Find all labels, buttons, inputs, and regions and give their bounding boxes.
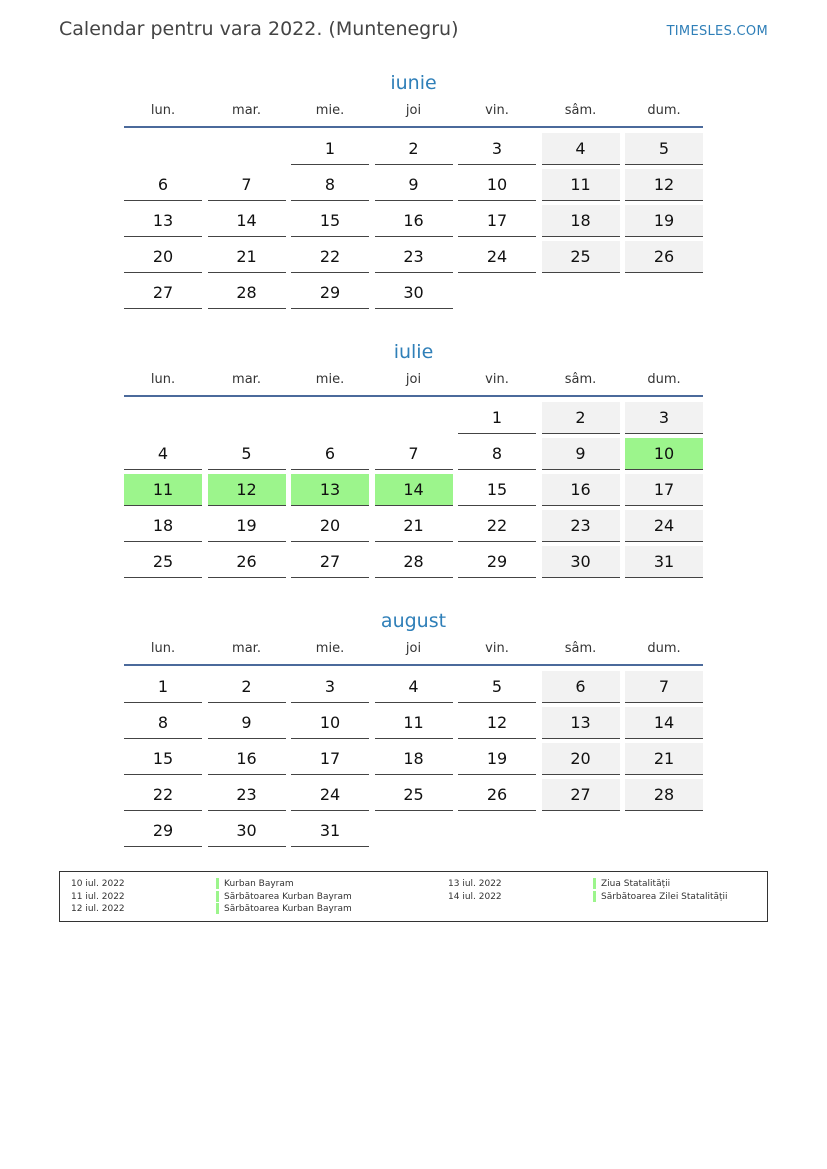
empty-day-cell [124,402,202,434]
day-cell: 17 [291,743,369,775]
day-cell: 26 [625,241,703,273]
week-row [124,779,703,811]
week-row [124,671,703,703]
weekday-label: dum. [647,103,681,118]
day-cell: 14 [625,707,703,739]
day-cell: 26 [208,546,286,578]
day-cell: 14 [208,205,286,237]
week-row [124,474,703,506]
legend-holiday-name: Ziua Statalității [601,879,671,889]
day-cell: 13 [542,707,620,739]
day-cell: 13 [291,474,369,506]
empty-day-cell [375,402,453,434]
weekday-label: sâm. [564,641,597,656]
page-title: Calendar pentru vara 2022. (Muntenegru) [59,18,459,40]
legend-date: 11 iul. 2022 [71,891,125,902]
day-cell: 16 [208,743,286,775]
day-cell: 17 [625,474,703,506]
day-cell: 22 [458,510,536,542]
day-cell: 2 [375,133,453,165]
day-cell: 4 [375,671,453,703]
week-row [124,815,703,847]
month-iulie [124,337,703,582]
day-cell: 6 [542,671,620,703]
weekday-label: mie. [315,641,345,656]
day-cell: 2 [208,671,286,703]
empty-day-cell [625,815,703,847]
day-cell: 16 [375,205,453,237]
weekday-label: mar. [232,372,261,387]
empty-day-cell [542,277,620,309]
day-cell: 10 [625,438,703,470]
day-cell: 23 [208,779,286,811]
day-cell: 6 [291,438,369,470]
day-cell: 24 [291,779,369,811]
week-row [124,169,703,201]
holiday-color-marker [593,891,596,902]
day-cell: 20 [291,510,369,542]
empty-day-cell [625,277,703,309]
day-cell: 29 [291,277,369,309]
empty-day-cell [208,402,286,434]
legend-holiday-name: Sărbătoarea Zilei Statalității [601,891,728,902]
day-cell: 30 [542,546,620,578]
day-cell: 25 [542,241,620,273]
day-cell: 18 [375,743,453,775]
day-cell: 12 [625,169,703,201]
day-cell: 3 [291,671,369,703]
legend-holiday-name: Sărbătoarea Kurban Bayram [224,891,352,902]
day-cell: 31 [625,546,703,578]
day-cell: 8 [124,707,202,739]
day-cell: 22 [124,779,202,811]
legend-date: 12 iul. 2022 [71,904,125,914]
day-cell: 29 [458,546,536,578]
weekday-header [124,636,703,662]
empty-day-cell [458,815,536,847]
weekday-label: joi [405,372,422,387]
weekday-label: lun. [150,103,176,118]
day-cell: 25 [124,546,202,578]
month-iunie [124,68,703,313]
day-cell: 8 [458,438,536,470]
day-cell: 15 [458,474,536,506]
week-row [124,402,703,434]
day-cell: 15 [124,743,202,775]
day-cell: 19 [208,510,286,542]
weekday-header [124,98,703,124]
month-august [124,606,703,851]
weekday-label: vin. [485,103,509,118]
holiday-legend [59,871,768,922]
legend-date: 14 iul. 2022 [448,891,502,902]
day-cell: 21 [625,743,703,775]
brand-link[interactable]: TIMESLES.COM [666,24,768,39]
day-cell: 28 [208,277,286,309]
day-cell: 25 [375,779,453,811]
day-cell: 29 [124,815,202,847]
day-cell: 19 [458,743,536,775]
empty-day-cell [124,133,202,165]
empty-day-cell [291,402,369,434]
week-row [124,438,703,470]
day-cell: 23 [375,241,453,273]
day-cell: 7 [625,671,703,703]
weekday-label: vin. [485,372,509,387]
weekday-label: lun. [150,372,176,387]
day-cell: 9 [542,438,620,470]
day-cell: 31 [291,815,369,847]
week-row [124,707,703,739]
holiday-color-marker [593,878,596,889]
day-cell: 28 [625,779,703,811]
day-cell: 17 [458,205,536,237]
weekday-label: joi [405,103,422,118]
day-cell: 16 [542,474,620,506]
empty-day-cell [208,133,286,165]
weekday-label: lun. [150,641,176,656]
day-cell: 21 [208,241,286,273]
weekday-label: mie. [315,372,345,387]
header-divider [124,395,703,397]
day-cell: 2 [542,402,620,434]
day-cell: 5 [208,438,286,470]
day-cell: 11 [124,474,202,506]
holiday-color-marker [216,878,219,889]
day-cell: 30 [375,277,453,309]
day-cell: 14 [375,474,453,506]
empty-day-cell [458,277,536,309]
week-row [124,205,703,237]
day-cell: 7 [375,438,453,470]
weekday-label: mar. [232,103,261,118]
day-cell: 10 [458,169,536,201]
day-cell: 1 [291,133,369,165]
day-cell: 28 [375,546,453,578]
day-cell: 11 [375,707,453,739]
day-cell: 30 [208,815,286,847]
day-cell: 26 [458,779,536,811]
day-cell: 4 [124,438,202,470]
day-cell: 18 [124,510,202,542]
weekday-label: dum. [647,641,681,656]
month-name: iulie [393,341,434,363]
day-cell: 10 [291,707,369,739]
day-cell: 27 [542,779,620,811]
day-cell: 5 [625,133,703,165]
day-cell: 3 [458,133,536,165]
day-cell: 3 [625,402,703,434]
day-cell: 15 [291,205,369,237]
day-cell: 18 [542,205,620,237]
weekday-label: mar. [232,641,261,656]
weekday-label: sâm. [564,372,597,387]
empty-day-cell [375,815,453,847]
day-cell: 20 [542,743,620,775]
week-row [124,241,703,273]
day-cell: 27 [124,277,202,309]
day-cell: 12 [208,474,286,506]
day-cell: 1 [124,671,202,703]
month-name: iunie [390,72,437,94]
legend-holiday-name: Sărbătoarea Kurban Bayram [224,904,352,914]
day-cell: 21 [375,510,453,542]
weekday-header [124,367,703,393]
day-cell: 5 [458,671,536,703]
header-divider [124,126,703,128]
weekday-label: vin. [485,641,509,656]
week-row [124,277,703,309]
weekday-label: dum. [647,372,681,387]
day-cell: 24 [458,241,536,273]
day-cell: 9 [375,169,453,201]
weekday-label: joi [405,641,422,656]
week-row [124,743,703,775]
empty-day-cell [542,815,620,847]
day-cell: 6 [124,169,202,201]
day-cell: 19 [625,205,703,237]
weekday-label: mie. [315,103,345,118]
weekday-label: sâm. [564,103,597,118]
legend-date: 13 iul. 2022 [448,879,502,889]
day-cell: 13 [124,205,202,237]
legend-date: 10 iul. 2022 [71,879,125,889]
holiday-color-marker [216,891,219,902]
header-divider [124,664,703,666]
week-row [124,133,703,165]
day-cell: 27 [291,546,369,578]
day-cell: 12 [458,707,536,739]
week-row [124,510,703,542]
day-cell: 24 [625,510,703,542]
day-cell: 4 [542,133,620,165]
day-cell: 20 [124,241,202,273]
week-row [124,546,703,578]
day-cell: 7 [208,169,286,201]
day-cell: 8 [291,169,369,201]
month-name: august [380,610,447,632]
day-cell: 9 [208,707,286,739]
holiday-color-marker [216,903,219,914]
day-cell: 23 [542,510,620,542]
legend-holiday-name: Kurban Bayram [224,879,294,889]
day-cell: 22 [291,241,369,273]
day-cell: 1 [458,402,536,434]
day-cell: 11 [542,169,620,201]
